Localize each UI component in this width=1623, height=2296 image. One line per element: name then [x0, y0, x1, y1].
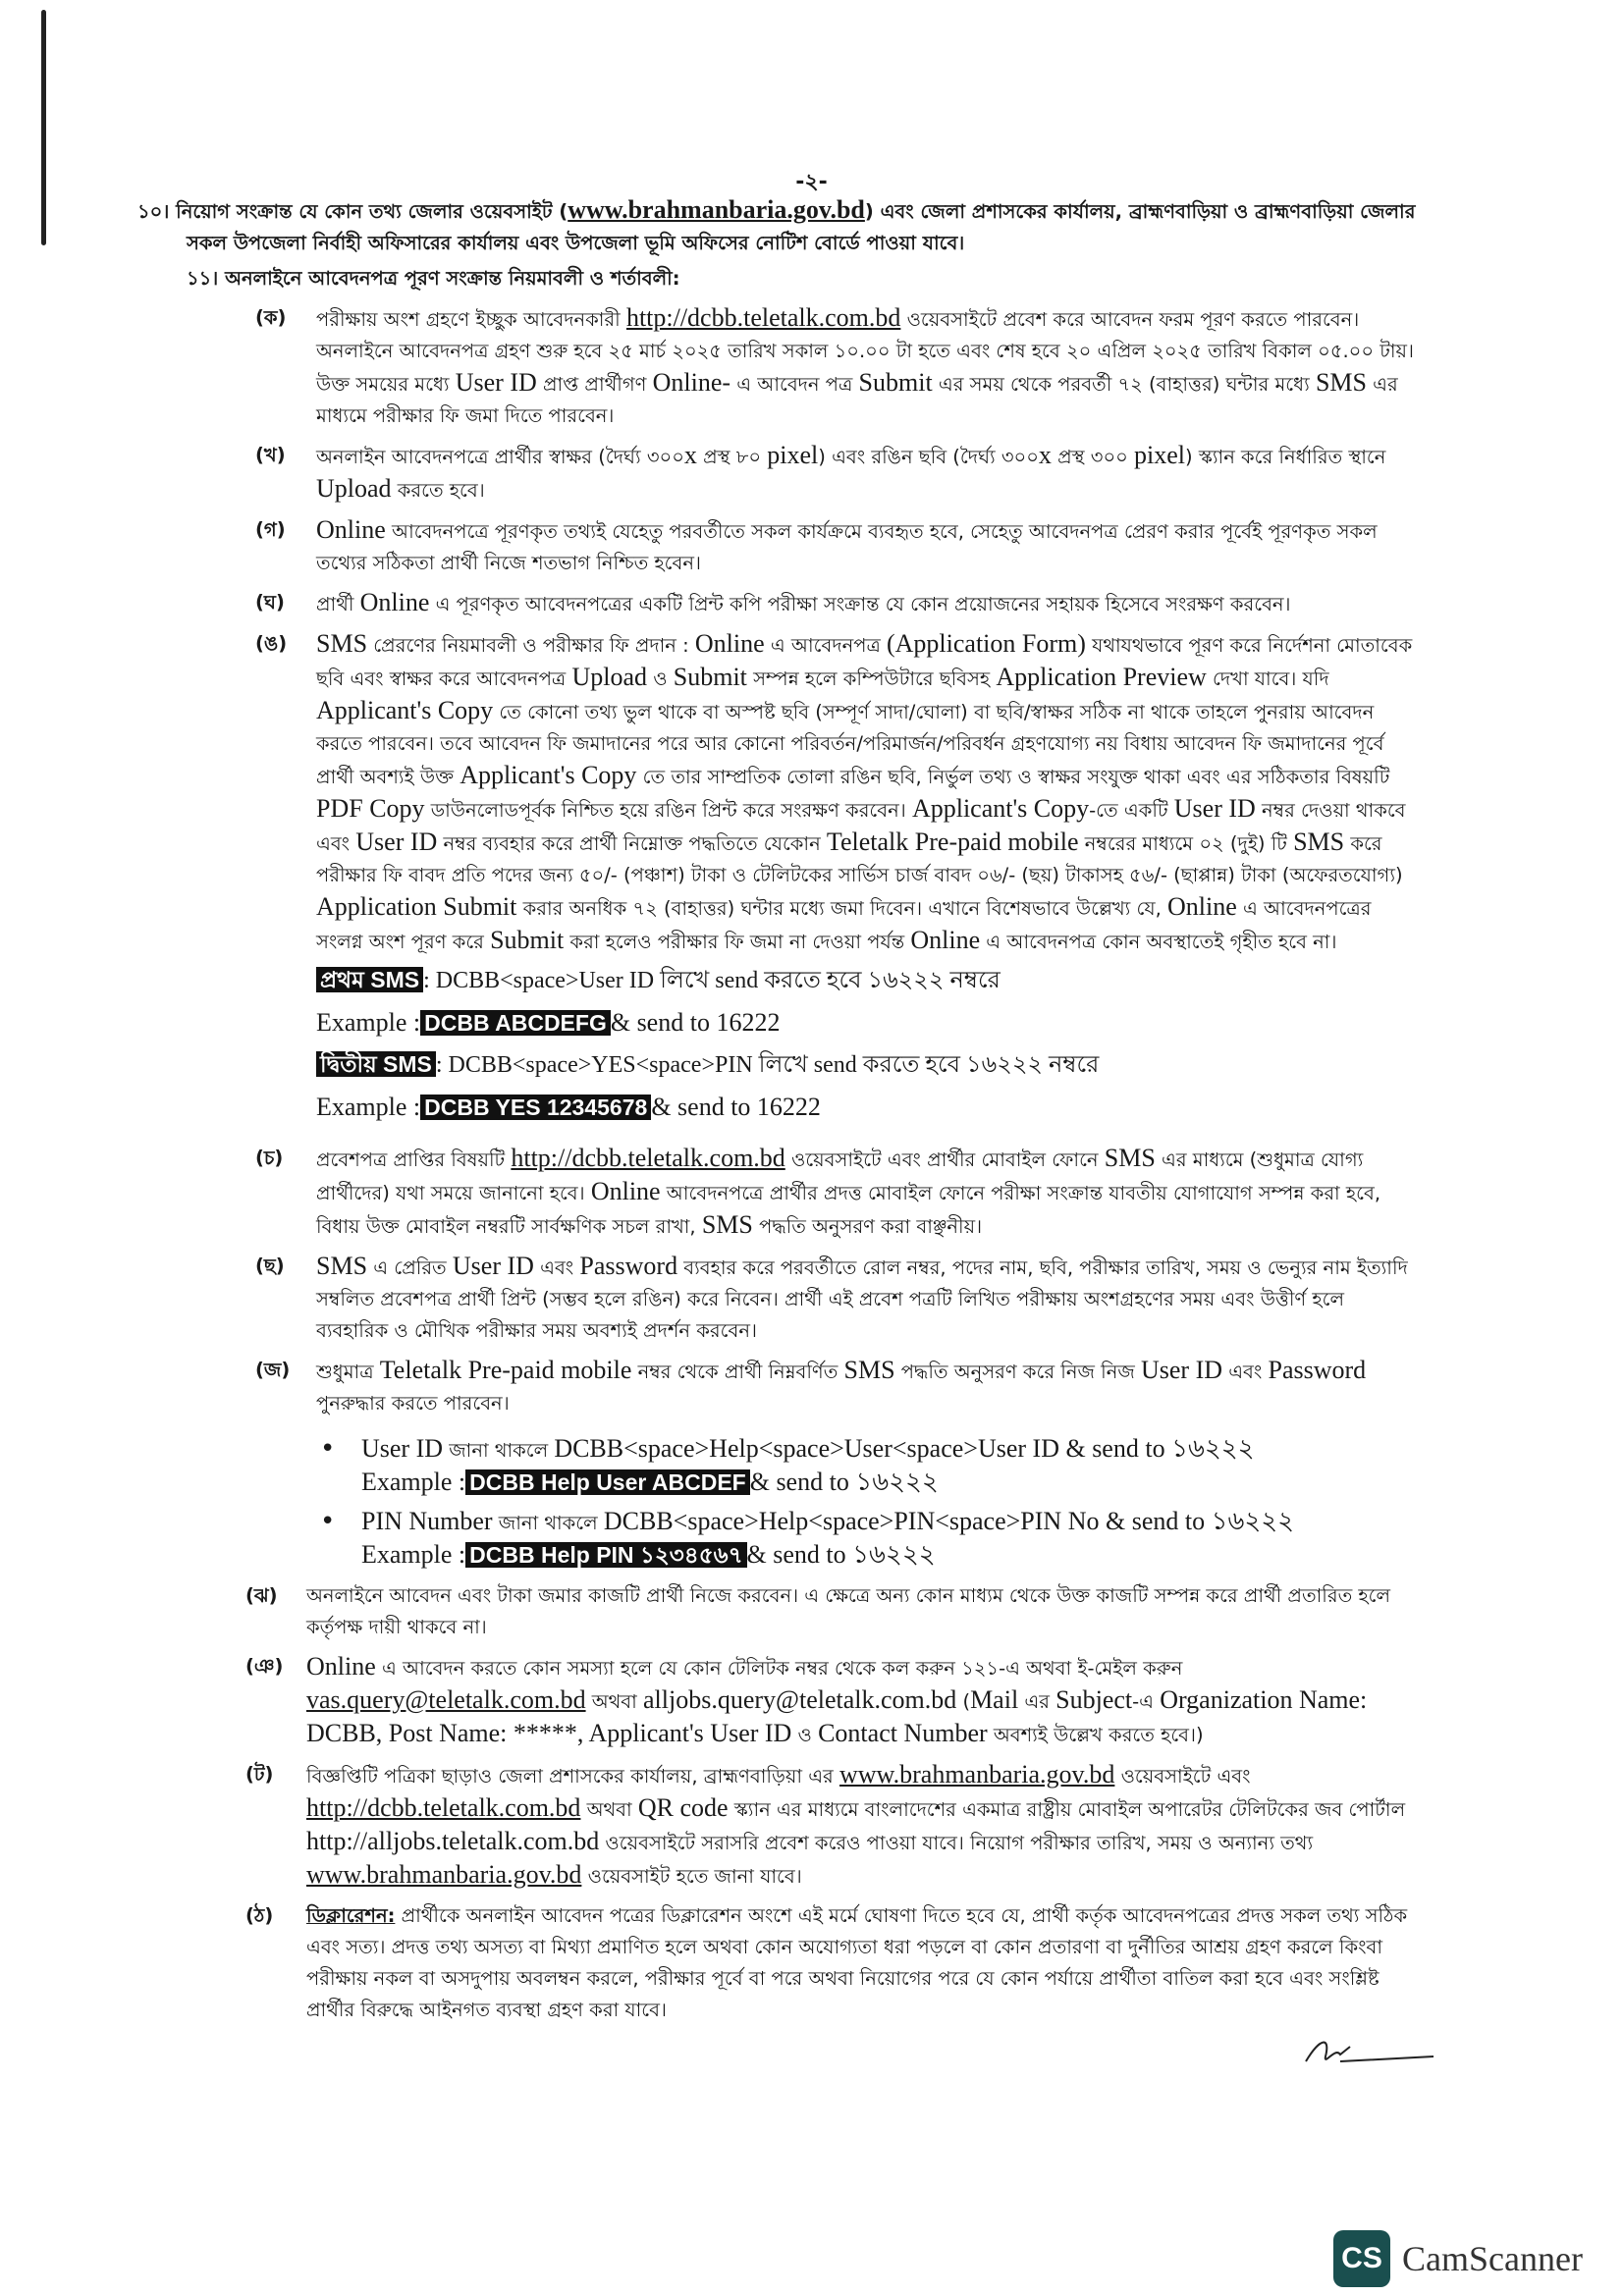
- clause-chh: (ছ) SMS এ প্রেরিত User ID এবং Password ব্যবহার করে পরবর্তীতে রোল নম্বর, পদের নাম, ছবি, পরীক্ষার তারিখ, সময় ও ভেন্যুর নাম ইত্যাদি সম্বলিত প্রবেশপত্র প্রার্থী প্রিন্ট (সম্ভব হলে রঙিন) করে নিবেন। প্রার্থী এই প্রবেশ পত্রটি লিখিত পরীক্ষায় অংশগ্রহণের সময় এবং উত্তীর্ণ হলে ব্যবহারিক ও মৌখিক পরীক্ষার সময় অবশ্যই প্রদর্শন করবেন।: [255, 1252, 1408, 1342]
- clause-th: (ঠ) ডিক্লারেশন: প্রার্থীকে অনলাইন আবেদন পত্রের ডিক্লারেশন অংশে এই মর্মে ঘোষণা দিতে হবে যে, প্রার্থী কর্তৃক আবেদনপত্রের প্রদত্ত সকল তথ্য সঠিক এবং সত্য। প্রদত্ত তথ্য অসত্য বা মিথ্যা প্রমাণিত হলে অথবা কোন অযোগ্যতা ধরা পড়লে বা কোন প্রতারণা বা দুর্নীতির আশ্রয় গ্রহণ করলে কিংবা পরীক্ষায় নকল বা অসদুপায় অবলম্বন করলে, পরীক্ষার পূর্বে বা পরে অথবা নিয়োগের পরে যে কোন পর্যায়ে প্রার্থীতা বাতিল করা হবে এবং সংশ্লিষ্ট প্রার্থীর বিরুদ্ধে আইনগত ব্যবস্থা গ্রহণ করা যাবে।: [245, 1904, 1408, 2021]
- clause-kh: (খ) অনলাইন আবেদনপত্রে প্রার্থীর স্বাক্ষর (দৈর্ঘ্য ৩০০x প্রস্থ ৮০ pixel) এবং রঙিন ছবি (দৈর্ঘ্য ৩০০x প্রস্থ ৩০০ pixel) স্ক্যান করে নির্ধারিত স্থানে Upload করতে হবে।: [255, 441, 1386, 503]
- paragraph-11-heading: ১১। অনলাইনে আবেদনপত্র পূরণ সংক্রান্ত নিয়মাবলী ও শর্তাবলী:: [187, 267, 680, 290]
- sms-second-instruction: দ্বিতীয় SMS : DCBB<space>YES<space>PIN লিখে send করতে হবে ১৬২২২ নম্বরে: [316, 1048, 1419, 1082]
- clause-gh: (ঘ) প্রার্থী Online এ পূরণকৃত আবেদনপত্রের একটি প্রিন্ট কপি পরীক্ষা সংক্রান্ত যে কোন প্রয়োজনের সহায়ক হিসেবে সংরক্ষণ করবেন।: [255, 588, 1291, 616]
- teletalk-link[interactable]: http://dcbb.teletalk.com.bd: [511, 1144, 785, 1172]
- clause-ny: (ঞ) Online এ আবেদন করতে কোন সমস্যা হলে যে কোন টেলিটক নম্বর থেকে কল করুন ১২১-এ অথবা ই-মেইল করুন vas.query@teletalk.com.bd অথবা alljobs.query@teletalk.com.bd (Mail এর Subject-এ Organization Name: DCBB, Post Name: *****, Applicant's User ID ও Contact Number অবশ্যই উল্লেখ করতে হবে।): [245, 1652, 1368, 1747]
- declaration-heading: ডিক্লারেশন:: [306, 1904, 396, 1927]
- example-code: DCBB Help User ABCDEF: [465, 1469, 750, 1495]
- clause-ch: (চ) প্রবেশপত্র প্রাপ্তির বিষয়টি http://dcbb.teletalk.com.bd ওয়েবসাইটে এবং প্রার্থীর মোবাইল ফোনে SMS এর মাধ্যমে (শুধুমাত্র যোগ্য প্রার্থীদের) যথা সময়ে জানানো হবে। Online আবেদনপত্রে প্রার্থীর প্রদত্ত মোবাইল ফোনে পরীক্ষা সংক্রান্ত যাবতীয় যোগাযোগ সম্পন্ন করা হবে, বিধায় উক্ত মোবাইল নম্বরটি সার্বক্ষণিক সচল রাখা, SMS পদ্ধতি অনুসরণ করা বাঞ্ছনীয়।: [255, 1144, 1381, 1239]
- recovery-bullet-list: [316, 1433, 1419, 1573]
- website-link[interactable]: www.brahmanbaria.gov.bd: [306, 1860, 582, 1889]
- list-item: • PIN Number জানা থাকলে DCBB<space>Help<space>PIN<space>PIN No & send to ১৬২২২ Example : DCBB Help PIN ১২৩৪৫৬৭ & send to ১৬২২২: [355, 1506, 1419, 1573]
- sms-first-label: প্রথম SMS: [316, 967, 423, 992]
- document-body: [137, 194, 1419, 2026]
- paragraph-10: ১০। নিয়োগ সংক্রান্ত যে কোন তথ্য জেলার ওয়েবসাইট (www.brahmanbaria.gov.bd) এবং জেলা প্রশাসকের কার্যালয়, ব্রাহ্মণবাড়িয়া ও ব্রাহ্মণবাড়িয়া জেলার সকল উপজেলা নির্বাহী অফিসারের কার্যালয় এবং উপজেলা ভূমি অফিসের নোটিশ বোর্ডে পাওয়া যাবে।: [137, 195, 1416, 254]
- clause-ng: (ঙ) SMS প্রেরণের নিয়মাবলী ও পরীক্ষার ফি প্রদান : Online এ আবেদনপত্র (Application Form) যথাযথভাবে পূরণ করে নির্দেশনা মোতাবেক ছবি এবং স্বাক্ষর করে আবেদনপত্র Upload ও Submit সম্পন্ন হলে কম্পিউটারে ছবিসহ Application Preview দেখা যাবে। যদি Applicant's Copy তে কোনো তথ্য ভুল থাকে বা অস্পষ্ট ছবি (সম্পূর্ণ সাদা/ঘোলা) বা ছবি/স্বাক্ষর সঠিক না থাকে তাহলে পুনরায় আবেদন করতে পারবেন। তবে আবেদন ফি জমাদানের পরে আর কোনো পরিবর্তন/পরিমার্জন/পরিবর্ধন গ্রহণযোগ্য নয় বিধায় আবেদন ফি জমাদানের পূর্বে প্রার্থী অবশ্যই উক্ত Applicant's Copy তে তার সাম্প্রতিক তোলা রঙিন ছবি, নির্ভুল তথ্য ও স্বাক্ষর সংযুক্ত থাকা এবং এর সঠিকতার বিষয়টি PDF Copy ডাউনলোডপূর্বক নিশ্চিত হয়ে রঙিন প্রিন্ট করে সংরক্ষণ করবেন। Applicant's Copy-তে একটি User ID নম্বর দেওয়া থাকবে এবং User ID নম্বর ব্যবহার করে প্রার্থী নিম্নোক্ত পদ্ধতিতে যেকোন Teletalk Pre-paid mobile নম্বরের মাধ্যমে ০২ (দুই) টি SMS করে পরীক্ষার ফি বাবদ প্রতি পদের জন্য ৫০/- (পঞ্চাশ) টাকা ও টেলিটকের সার্ভিস চার্জ বাবদ ০৬/- (ছয়) টাকাসহ ৫৬/- (ছাপ্পান্ন) টাকা (অফেরতযোগ্য) Application Submit করার অনধিক ৭২ (বাহাত্তর) ঘন্টার মধ্যে জমা দিবেন। এখানে বিশেষভাবে উল্লেখ্য যে, Online এ আবেদনপত্রের সংলগ্ন অংশ পূরণ করে Submit করা হলেও পরীক্ষার ফি জমা না দেওয়া পর্যন্ত Online এ আবেদনপত্র কোন অবস্থাতেই গৃহীত হবে না। প্রথম SMS : DCBB<space>User ID লিখে send করতে হবে ১৬২২২ নম্বরে Example : DCBB ABCDEFG & send to 16222 দ্বিতীয় SMS : DCBB<space>YES<space>PIN লিখে send করতে হবে ১৬২২২ নম্বরে Example : DCBB YES 12345678 & send to 16222: [255, 628, 1419, 1123]
- website-link[interactable]: www.brahmanbaria.gov.bd: [839, 1760, 1115, 1789]
- sms-first-instruction: প্রথম SMS : DCBB<space>User ID লিখে send করতে হবে ১৬২২২ নম্বরে: [316, 964, 1419, 997]
- teletalk-link[interactable]: http://dcbb.teletalk.com.bd: [625, 303, 901, 332]
- sms-second-label: দ্বিতীয় SMS: [316, 1051, 436, 1077]
- page-number: -২-: [795, 170, 828, 194]
- sms-second-example: Example : DCBB YES 12345678 & send to 16222: [316, 1093, 821, 1121]
- website-link[interactable]: www.brahmanbaria.gov.bd: [568, 195, 865, 224]
- clause-t: (ট) বিজ্ঞপ্তিটি পত্রিকা ছাড়াও জেলা প্রশাসকের কার্যালয়, ব্রাহ্মণবাড়িয়া এর www.brahmanbaria.gov.bd ওয়েবসাইটে এবং http://dcbb.teletalk.com.bd অথবা QR code স্ক্যান এর মাধ্যমে বাংলাদেশের একমাত্র রাষ্ট্রীয় মোবাইল অপারেটর টেলিটকের জব পোর্টাল http://alljobs.teletalk.com.bd ওয়েবসাইটে সরাসরি প্রবেশ করেও পাওয়া যাবে। নিয়োগ পরীক্ষার তারিখ, সময় ও অন্যান্য তথ্য www.brahmanbaria.gov.bd ওয়েবসাইট হতে জানা যাবে।: [245, 1760, 1406, 1889]
- camscanner-brand: CamScanner: [1402, 2239, 1583, 2278]
- clause-j: (জ) শুধুমাত্র Teletalk Pre-paid mobile নম্বর থেকে প্রার্থী নিম্নবর্ণিত SMS পদ্ধতি অনুসরণ করে নিজ নিজ User ID এবং Password পুনরুদ্ধার করতে পারবেন। • User ID জানা থাকলে DCBB<space>Help<space>User<space>User ID & send to ১৬২২২ Example : DCBB Help User ABCDEF & send to ১৬২২২ • PIN Number জানা থাকলে DCBB<space>Help<space>PIN<space>PIN No & send to ১৬২২২ Example : DCBB Help PIN ১২৩৪৫৬৭ & send to ১৬২২২: [255, 1355, 1419, 1573]
- sms-first-example: Example : DCBB ABCDEFG & send to 16222: [316, 1008, 781, 1037]
- clause-jh: (ঝ) অনলাইনে আবেদন এবং টাকা জমার কাজটি প্রার্থী নিজে করবেন। এ ক্ষেত্রে অন্য কোন মাধ্যম থেকে উক্ত কাজটি সম্পন্ন করে প্রার্থী প্রতারিত হলে কর্তৃপক্ষ দায়ী থাকবে না।: [245, 1584, 1391, 1638]
- clause-k: (ক) পরীক্ষায় অংশ গ্রহণে ইচ্ছুক আবেদনকারী http://dcbb.teletalk.com.bd ওয়েবসাইটে প্রবেশ করে আবেদন ফরম পূরণ করতে পারবেন। অনলাইনে আবেদনপত্র গ্রহণ শুরু হবে ২৫ মার্চ ২০২৫ তারিখ সকাল ১০.০০ টা হতে এবং শেষ হবে ২০ এপ্রিল ২০২৫ তারিখ বিকাল ০৫.০০ টায়। উক্ত সময়ের মধ্যে User ID প্রাপ্ত প্রার্থীগণ Online- এ আবেদন পত্র Submit এর সময় থেকে পরবর্তী ৭২ (বাহাত্তর) ঘন্টার মধ্যে SMS এর মাধ্যমে পরীক্ষার ফি জমা দিতে পারবেন।: [255, 303, 1414, 427]
- example-code: DCBB ABCDEFG: [420, 1010, 611, 1036]
- list-item: • User ID জানা থাকলে DCBB<space>Help<space>User<space>User ID & send to ১৬২২২ Example : DCBB Help User ABCDEF & send to ১৬২২২: [355, 1433, 1419, 1500]
- clause-g: (গ) Online আবেদনপত্রে পূরণকৃত তথ্যই যেহেতু পরবর্তীতে সকল কার্যক্রমে ব্যবহৃত হবে, সেহেতু আবেদনপত্র প্রেরণ করার পূর্বেই পূরণকৃত সকল তথ্যের সঠিকতা প্রার্থী নিজে শতভাগ নিশ্চিত হবেন।: [255, 515, 1378, 574]
- example-code: DCBB YES 12345678: [420, 1095, 651, 1120]
- margin-mark: [41, 10, 46, 245]
- camscanner-logo-icon: CS: [1333, 2230, 1390, 2287]
- teletalk-link[interactable]: http://dcbb.teletalk.com.bd: [306, 1793, 581, 1822]
- email-link[interactable]: vas.query@teletalk.com.bd: [306, 1685, 586, 1714]
- camscanner-watermark: [1333, 2230, 1583, 2287]
- signature-mark: [1296, 2017, 1443, 2076]
- example-code: DCBB Help PIN ১২৩৪৫৬৭: [465, 1542, 746, 1568]
